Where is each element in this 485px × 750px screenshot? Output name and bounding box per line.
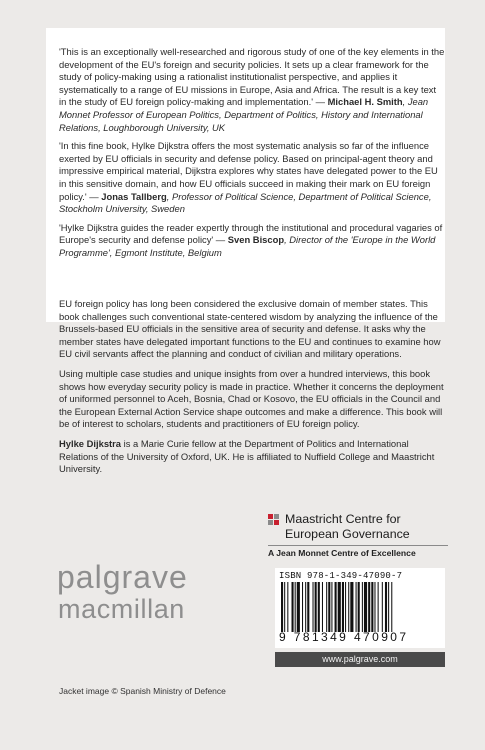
blurb-3: 'Hylke Dijkstra guides the reader expertly through the institutional and procedural vagaries of Europe's security and defense policy' — Sven Biscop, Director of the 'Europe in the World Programme', Egmont Institute, Belgium [59, 221, 443, 258]
blurb-author: Sven Biscop [227, 234, 285, 246]
mcg-squares-icon [268, 514, 279, 525]
barcode-number: 9 781349 470907 [279, 630, 409, 644]
publisher-name-line2: macmillan [58, 594, 185, 624]
author-bio: Hylke Dijkstra is a Marie Curie fellow at the Department of Politics and International Relations of the University of Oxford, UK. He is affiliated to Nuffield College and Maastricht University. [59, 437, 435, 475]
mcg-tagline: A Jean Monnet Centre of Excellence [268, 548, 416, 558]
blurb-affiliation: , Director of the 'Europe in the World Programme', Egmont Institute, Belgium [59, 234, 436, 258]
blurb-affiliation: , Jean Monnet Professor of European Politics, Department of Politics, History and International Relations, Loughborough University, UK [59, 96, 429, 133]
author-name: Hylke Dijkstra [59, 437, 122, 449]
mcg-logo-block [268, 512, 448, 558]
description-paragraph: Using multiple case studies and unique insights from over a hundred interviews, this book shows how everyday security policy is made in practice. Whether it concerns the deployment of uniformed personnel to Aceh, Bosnia, Chad or Kosovo, the EU officials in the Council and the European External Action Service shape outcomes and make a difference. This book will be of interest to scholars, students and practitioners of EU foreign policy. [59, 367, 444, 430]
book-description [59, 298, 445, 483]
blurb-2: 'In this fine book, Hylke Dijkstra offers the most systematic analysis so far of the influence exerted by EU officials in security and defense policy. Based on principal-agent theory and impressive empirical material, Dijkstra explores why states have delegated power to the EU in this sensitive domain, and how EU officials succeed in making their mark on EU foreign policy.' — Jonas Tallberg, Professor of Political Science, Department of Political Science, Stockholm University, Sweden [59, 140, 438, 215]
jacket-credit: Jacket image © Spanish Ministry of Defence [59, 686, 226, 696]
publisher-logo [57, 560, 188, 624]
description-paragraph: EU foreign policy has long been considered the exclusive domain of member states. This book challenges such conventional state-centered wisdom by analyzing the influence of the Brussels-based EU officials in the sensitive area of security and defense. It asks why the member states have delegated important functions to the EU and continues to examine how EU civil servants affect the planning and conduct of civilian and military operations. [59, 298, 441, 360]
barcode-box [275, 568, 445, 648]
blurb-affiliation: , Professor of Political Science, Department of Political Science, Stockholm University, Sweden [59, 190, 432, 215]
endorsements [59, 46, 445, 266]
mcg-name: Maastricht Centre for European Governance [285, 512, 410, 541]
barcode-icon [281, 582, 439, 632]
mcg-divider [268, 545, 448, 546]
publisher-url[interactable]: www.palgrave.com [275, 652, 445, 667]
publisher-name-line1: palgrave [57, 559, 188, 595]
isbn-label: ISBN 978-1-349-47090-7 [279, 571, 403, 581]
blurb-author: Michael H. Smith [327, 96, 403, 108]
blurb-1: 'This is an exceptionally well-researched and rigorous study of one of the key elements in the development of the EU's foreign and security policies. It sets up a clear framework for the study of policy-making using a rationalist institutionalist perspective, and applies it systematically to a range of EU missions in Europe, Asia and Africa. The result is a key text in the study of EU foreign policy-making and implementation.' — Michael H. Smith, Jean Monnet Professor of European Politics, Department of Politics, History and International Relations, Loughborough University, UK [59, 46, 445, 133]
blurb-author: Jonas Tallberg [101, 190, 167, 202]
